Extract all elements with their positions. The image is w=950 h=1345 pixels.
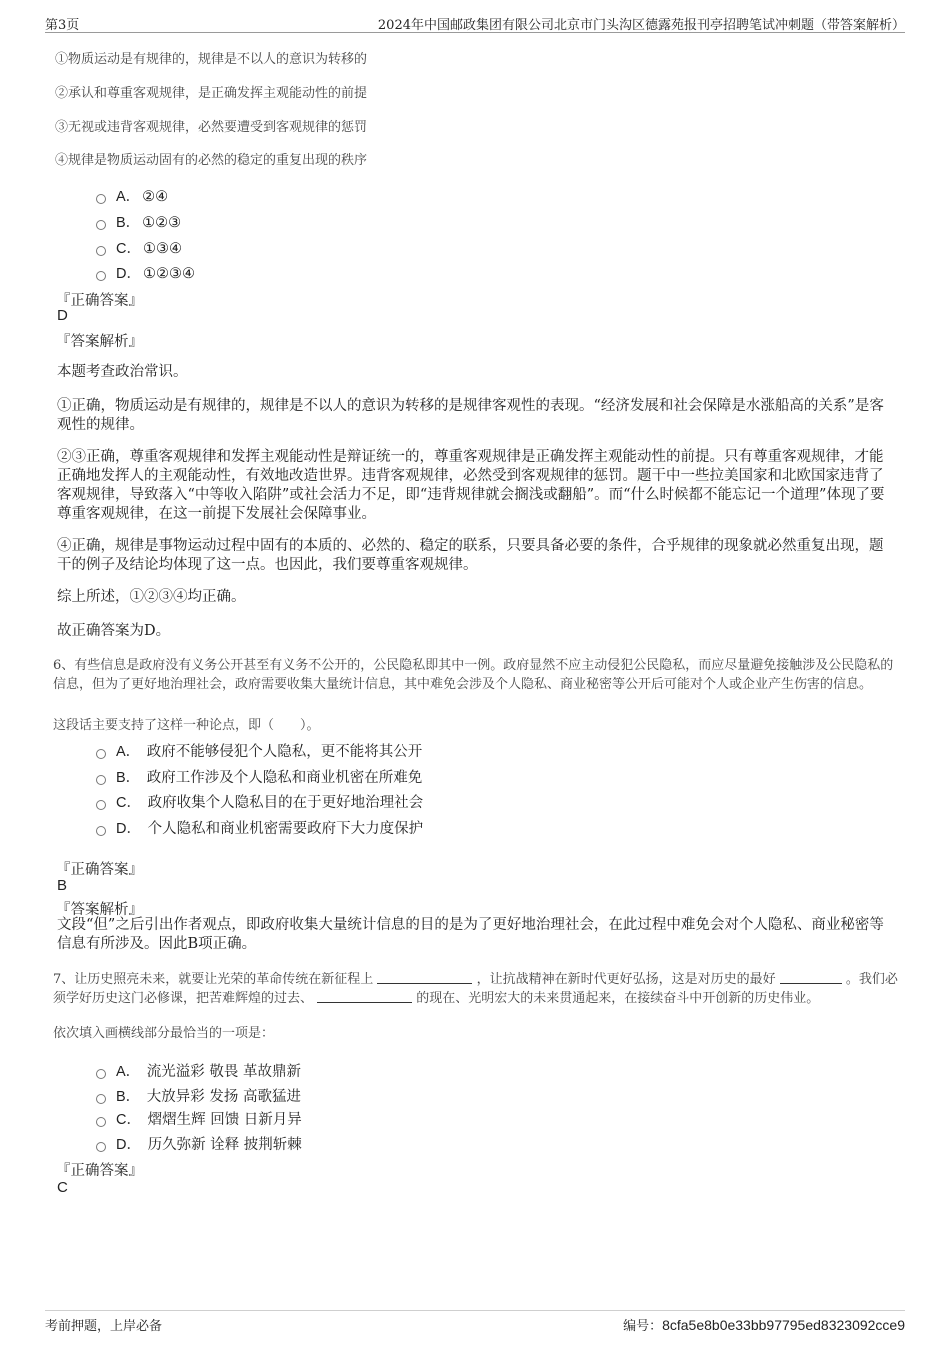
analysis-paragraph: 故正确答案为D。 [57,623,171,639]
answer-label: 『正确答案』 [56,293,143,309]
fill-blank [780,971,842,984]
q6-option-d[interactable]: D． 个人隐私和商业机密需要政府下大力度保护 [96,817,423,838]
q7-option-d[interactable]: D． 历久弥新 诠释 披荆斩棘 [96,1133,302,1154]
answer-label: 『正确答案』 [56,862,143,878]
page-header [45,12,905,33]
radio-icon[interactable] [96,775,106,785]
radio-icon[interactable] [96,246,106,256]
q6-option-c[interactable]: C． 政府收集个人隐私目的在于更好地治理社会 [96,791,423,812]
radio-icon[interactable] [96,1142,106,1152]
q5-option-a[interactable]: A． ②④ [96,185,168,206]
radio-icon[interactable] [96,1069,106,1079]
radio-icon[interactable] [96,1094,106,1104]
answer-value: C [57,1179,68,1196]
statement-2: ②承认和尊重客观规律，是正确发挥主观能动性的前提 [55,86,368,101]
page-number: 第3页 [45,18,80,33]
radio-icon[interactable] [96,826,106,836]
answer-value: D [57,307,68,324]
analysis-paragraph: ④正确，规律是事物运动过程中固有的本质的、必然的、稳定的联系，只要具备必要的条件，合乎规律的现象就必然重复出现，题干的例子及结论均体现了这一点。也因此，我们要尊重客观规律。 [57,538,884,573]
radio-icon[interactable] [96,1117,106,1127]
fill-blank [377,971,472,984]
analysis-label: 『答案解析』 [56,334,143,350]
footer-slogan: 考前押题，上岸必备 [45,1319,163,1334]
statement-1: ①物质运动是有规律的，规律是不以人的意识为转移的 [55,52,368,67]
q6-option-b[interactable]: B． 政府工作涉及个人隐私和商业机密在所难免 [96,766,422,787]
q5-option-c[interactable]: C． ①③④ [96,237,182,258]
radio-icon[interactable] [96,800,106,810]
question-6-prompt: 这段话主要支持了这样一种论点，即（ ）。 [53,718,320,733]
document-code: 编号：8cfa5e8b0e33bb97795ed8323092cce9 [623,1317,905,1334]
analysis-paragraph: 综上所述，①②③④均正确。 [57,589,246,605]
q5-option-b[interactable]: B． ①②③ [96,211,181,232]
analysis-paragraph: 文段“但”之后引出作者观点，即政府收集大量统计信息的目的是为了更好地治理社会，在此过程中难免会对个人隐私、商业秘密等信息有所涉及。因此B项正确。 [57,917,884,952]
analysis-paragraph: ①正确，物质运动是有规律的，规律是不以人的意识为转移的是规律客观性的表现。“经济发展和社会保障是水涨船高的关系”是客观性的规律。 [57,398,884,433]
q5-option-d[interactable]: D． ①②③④ [96,262,195,283]
q7-option-c[interactable]: C． 熠熠生辉 回馈 日新月异 [96,1108,302,1129]
radio-icon[interactable] [96,271,106,281]
q7-option-b[interactable]: B． 大放异彩 发扬 高歌猛进 [96,1085,301,1106]
fill-blank [317,990,412,1003]
question-7-prompt: 依次填入画横线部分最恰当的一项是： [53,1026,275,1041]
analysis-paragraph: 本题考查政治常识。 [57,364,188,380]
question-7-stem: 7、让历史照亮未来，就要让光荣的革命传统在新征程上 ，让抗战精神在新时代更好弘扬，这是对历史的最好 。我们必须学好历史这门必修课，把苦难辉煌的过去、 的现在、光明宏大的未来贯通起来，在接续奋斗中开创新的历史伟业。 [53,972,898,1006]
analysis-paragraph: ②③正确，尊重客观规律和发挥主观能动性是辩证统一的，尊重客观规律是正确发挥主观能动性的前提。只有尊重客观规律，才能正确地发挥人的主观能动性，有效地改造世界。违背客观规律，必然受到客观规律的惩罚。题干中一些拉美国家和北欧国家违背了客观规律，导致落入“中等收入陷阱”或社会活力不足，即“违背规律就会搁浅或翻船”。而“什么时候都不能忘记一个道理”体现了要尊重客观规律，在这一前提下发展社会保障事业。 [57,449,885,522]
statement-4: ④规律是物质运动固有的必然的稳定的重复出现的秩序 [55,153,368,168]
answer-label: 『正确答案』 [56,1163,143,1179]
analysis-label: 『答案解析』 [56,902,143,918]
question-6-stem: 6、有些信息是政府没有义务公开甚至有义务不公开的，公民隐私即其中一例。政府显然不应主动侵犯公民隐私，而应尽量避免接触涉及公民隐私的信息，但为了更好地治理社会，政府需要收集大量统计信息，其中难免会涉及个人隐私、商业秘密等公开后可能对个人或企业产生伤害的信息。 [53,658,894,692]
q7-option-a[interactable]: A． 流光溢彩 敬畏 革故鼎新 [96,1060,301,1081]
radio-icon[interactable] [96,749,106,759]
statement-3: ③无视或违背客观规律，必然要遭受到客观规律的惩罚 [55,120,368,135]
q6-option-a[interactable]: A． 政府不能够侵犯个人隐私，更不能将其公开 [96,740,422,761]
page-footer [45,1310,905,1335]
answer-value: B [57,877,68,894]
radio-icon[interactable] [96,194,106,204]
radio-icon[interactable] [96,220,106,230]
document-title: 2024年中国邮政集团有限公司北京市门头沟区德露苑报刊亭招聘笔试冲刺题（带答案解析） [377,18,905,33]
